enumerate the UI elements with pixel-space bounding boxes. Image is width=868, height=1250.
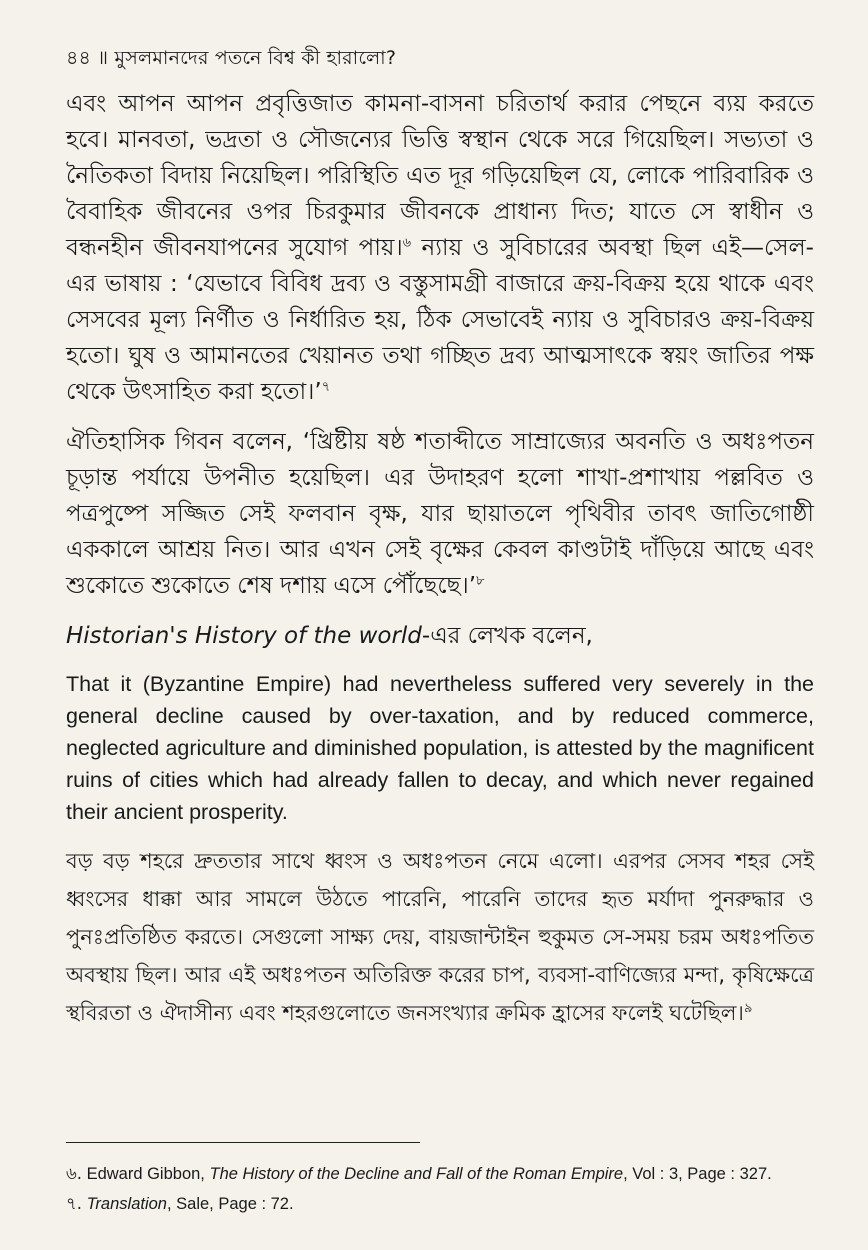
main-text	[66, 86, 814, 1046]
footnote-ref-8[interactable]: ৮	[476, 573, 485, 589]
footnote-ref-9[interactable]: ৯	[743, 1001, 753, 1016]
footnote-ref-6[interactable]: ৬	[402, 235, 412, 251]
footnote-6	[66, 1160, 814, 1188]
paragraph-1	[66, 86, 814, 410]
footnote-ref-7[interactable]: ৭	[321, 379, 331, 395]
footnote-text: Edward Gibbon,	[81, 1165, 210, 1183]
footnote-text-cont: , Sale, Page : 72.	[166, 1195, 294, 1213]
footnote-text-cont: , Vol : 3, Page : 327.	[623, 1165, 772, 1183]
footnote-book-title: The History of the Decline and Fall of the Roman Empire	[209, 1165, 624, 1183]
running-header: ৪৪ ॥ মুসলমানদের পতনে বিশ্ব কী হারালো?	[66, 47, 397, 69]
footnote-number: ৭.	[66, 1194, 82, 1213]
paragraph-2	[66, 424, 814, 604]
footnote-7	[66, 1190, 814, 1218]
footnotes	[66, 1160, 814, 1220]
book-title-italic: Historian's History of the world	[66, 623, 422, 649]
footnote-book-title: Translation	[86, 1195, 167, 1213]
quote-intro	[66, 618, 814, 654]
translated-quote	[66, 842, 814, 1032]
paragraph-1-text-cont: ন্যায় ও সুবিচারের অবস্থা ছিল এই—সেল-এর ভাষায় : ‘যেভাবে বিবিধ দ্রব্য ও বস্তুসামগ্রী বাজারে ক্রয়-বিক্রয় হয়ে থাকে এবং সেসবের মূল্য নির্ণীত ও নির্ধারিত হয়, ঠিক সেভাবেই ন্যায় ও সুবিচারও ক্রয়-বিক্রয় হতো। ঘুষ ও আমানতের খেয়ানত তথা গচ্ছিত দ্রব্য আত্মসাৎকে স্বয়ং জাতির পক্ষ থেকে উৎসাহিত করা হতো।’	[66, 235, 814, 405]
footnote-divider	[66, 1142, 420, 1143]
quote-intro-rest: -এর লেখক বলেন,	[421, 623, 593, 649]
translated-quote-text: বড় বড় শহরে দ্রুততার সাথে ধ্বংস ও অধঃপতন নেমে এলো। এরপর সেসব শহর সেই ধ্বংসের ধাক্কা আর সামলে উঠতে পারেনি, পারেনি তাদের হৃত মর্যাদা পুনরুদ্ধার ও পুনঃপ্রতিষ্ঠিত করতে। সেগুলো সাক্ষ্য দেয়, বায়জান্টাইন হুকুমত সে-সময় চরম অধঃপতিত অবস্থায় ছিল। আর এই অধঃপতন অতিরিক্ত করের চাপ, ব্যবসা-বাণিজ্যের মন্দা, কৃষিক্ষেত্রে স্থবিরতা ও ঐদাসীন্য এবং শহরগুলোতে জনসংখ্যার ক্রমিক হ্রাসের ফলেই ঘটেছিল।	[66, 849, 814, 1025]
paragraph-1-text: এবং আপন আপন প্রবৃত্তিজাত কামনা-বাসনা চরিতার্থ করার পেছনে ব্যয় করতে হবে। মানবতা, ভদ্রতা ও সৌজন্যের ভিত্তি স্বস্থান থেকে সরে গিয়েছিল। সভ্যতা ও নৈতিকতা বিদায় নিয়েছিল। পরিস্থিতি এত দূর গড়িয়েছিল যে, লোকে পারিবারিক ও বৈবাহিক জীবনের ওপর চিরকুমার জীবনকে প্রাধান্য দিত; যাতে সে স্বাধীন ও বন্ধনহীন জীবনযাপনের সুযোগ পায়।	[66, 91, 814, 261]
paragraph-2-text: ঐতিহাসিক গিবন বলেন, ‘খ্রিষ্টীয় ষষ্ঠ শতাব্দীতে সাম্রাজ্যের অবনতি ও অধঃপতন চূড়ান্ত পর্যায়ে উপনীত হয়েছিল। এর উদাহরণ হলো শাখা-প্রশাখায় পল্লবিত ও পত্রপুষ্পে সজ্জিত সেই ফলবান বৃক্ষ, যার ছায়াতলে পৃথিবীর তাবৎ জাতিগোষ্ঠী এককালে আশ্রয় নিত। আর এখন সেই বৃক্ষের কেবল কাণ্ডটাই দাঁড়িয়ে আছে এবং শুকোতে শুকোতে শেষ দশায় এসে পৌঁছেছে।’	[66, 429, 814, 599]
english-block-quote: That it (Byzantine Empire) had nevertheless suffered very severely in the general decline caused by over-taxation, and by reduced commerce, neglected agriculture and diminished population, is attested by the magnificent ruins of cities which had already fallen to decay, and which never regained their ancient prosperity.	[66, 672, 814, 824]
footnote-number: ৬.	[66, 1164, 82, 1183]
